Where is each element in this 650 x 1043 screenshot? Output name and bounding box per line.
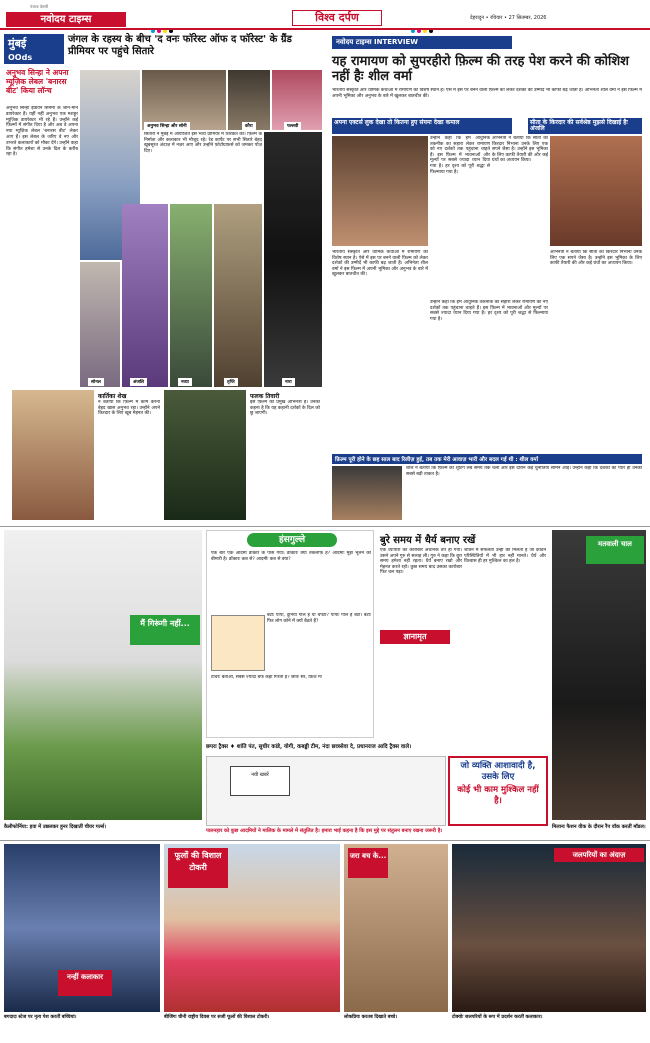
- photo-sonal: [80, 262, 120, 387]
- divider-bottom: [0, 840, 650, 841]
- photo-anjali: [122, 204, 168, 387]
- photo-couple: [228, 70, 270, 130]
- joke-2: बेटाः पापा, दुनिया गोल है या चपटी? पापाः गोल है बेटा। बेटाः फिर लोग कोने में क्यों बैठते हैं?: [267, 613, 371, 624]
- premiere-headline: जंगल के रहस्य के बीच 'द वनः फॉरेस्ट ऑफ द फॉरेस्ट' के ग्रैंड प्रीमियर पर पहुंचे सितारे: [68, 34, 292, 57]
- gyanamrit-box: ज्ञानामृत: [380, 630, 450, 644]
- masthead: [0, 0, 650, 30]
- interview-strip: फ़िल्म पूरी होने के छह साल बाद रिलीज़ हुई, तब तक मेरी आवाज़ भारी और बदल गई थी : शील वर्मा: [332, 454, 642, 464]
- profile-1-body: ने बताया कि फ़िल्म में काम करना बेहद खास अनुभव रहा। उन्होंने अपने किरदार के लिए खूब मेहनत की।: [98, 400, 160, 417]
- dateline: देहरादून • रविवार • 27 सितम्बर, 2026: [470, 15, 547, 21]
- photo-pink: [272, 70, 322, 130]
- joke-3: टीचरः बताओ, सबसे ज्यादा बर्फ कहां गिरती है? छात्रः सर, फ्रिज में!: [211, 675, 323, 680]
- strip-body: शील ने बताया कि फ़िल्म की शूटिंग लंबे समय तक चली और इस दौरान कई चुनौतियां सामने आईं। उन्होंने कहा कि दर्शकों का प्यार ही उनकी सबसे बड़ी ताकत है।: [406, 466, 642, 477]
- caption-anubhav: अनुभव सिन्हा और सोनी: [144, 122, 190, 130]
- caption-anjali: अंजलि: [130, 378, 147, 386]
- mumbai-badge: मुंबई OOds: [4, 34, 64, 64]
- footer-dots-right: [580, 1032, 604, 1043]
- caption-sonal: सोनल: [88, 378, 104, 386]
- quote-box: [448, 756, 548, 826]
- caption-flowers: बीजिंगः चीनी राष्ट्रीय दिवस पर सजी फूलों की विशाल टोकरी।: [164, 1015, 270, 1020]
- nanhi-banner: नन्हीं कलाकार: [58, 970, 112, 996]
- story-interview: [328, 32, 646, 522]
- caption-navya: नव्या: [178, 378, 192, 386]
- photo-cheerleaders: [4, 530, 202, 820]
- photo-fashion: [552, 530, 646, 820]
- side-body: अनुभव सिन्हा इंडियन सिनेमा के जाने-माने डायरेक्टर हैं। यहीं नहीं अनुभव एक मशहूर म्यूज़िक डायरेक्टर भी रहे हैं। उन्होंने कई फ़िल्मों में संगीत दिया है और अब वे अपना नया म्यूज़िक लेबल 'बनारस बीट' लेकर आए हैं। इस लेबल के जरिए वे नए और उभरते कलाकारों को मौका देंगे। उन्होंने कहा कि संगीत हमेशा से उनके दिल के करीब रहा है।: [6, 106, 78, 158]
- side-headline: अनुभव सिन्हा ने अपना म्यूज़िक लेबल 'बनारस बीट' किया लॉन्च: [6, 68, 69, 95]
- divider-mid: [0, 526, 650, 527]
- profile-2-body: इस फ़िल्म की प्रमुख अभिनेत्री हैं। उनका कहना है कि यह कहानी दर्शकों के दिल को छू जाएगी।: [250, 400, 320, 417]
- cartoon-caption: पालनहार को कुछ आदमियों ने मालिक के मामले में संतुलित है। हमारा भाई कहना है कि इस मुद्दे पर संतुलन बनाए रखना जरूरी है।: [206, 828, 443, 834]
- footer-dots-left: [40, 1032, 64, 1043]
- photo-profile-1: [12, 390, 94, 520]
- story-premiere: [4, 32, 324, 387]
- q2-heading: सीता के किरदार की सर्वश्रेष्ठ मुझसे दिखाई हैः अंजलि: [528, 118, 642, 134]
- profiles-row: [4, 390, 324, 522]
- caption-dancers: बगदादः स्टेज पर नृत्य पेश करतीं बच्चियां।: [4, 1015, 77, 1020]
- interview-col-c: भारतीय संस्कृति और धार्मिक कथाओं में रामायण का विशेष स्थान है। ऐसे में इस पर बनने वाली फ़िल्म को लेकर दर्शकों की उम्मीदें भी काफी बढ़ जाती हैं। अभिनेता शील वर्मा ने इस फ़िल्म में अपनी भूमिका और अनुभव के बारे में खुलकर बातचीत की।: [332, 250, 428, 278]
- interview-col-d: उन्होंने कहा कि हम आधुनिक तकनीक का सहारा लेकर रामायण को नए दर्शकों तक पहुंचाना चाहते हैं। इस फ़िल्म में भावनाओं और मूल्यों पर सबसे ज्यादा ध्यान दिया गया है। हर दृश्य को पूरी श्रद्धा से फिल्माया गया है।: [430, 300, 548, 322]
- flowers-banner: फूलों की विशाल टोकरी: [168, 848, 228, 888]
- paper-name: नवोदय टाइम्स: [6, 12, 126, 27]
- photo-sheel-2: [332, 466, 402, 520]
- cartoon-label: नयी खबरें: [230, 766, 290, 796]
- photo-group: [142, 70, 226, 130]
- interview-col-b: अभिनेत्री ने बताया कि सीता का किरदार निभाना उनके लिए एक सपने जैसा है। उन्होंने इस भूमिका के लिए काफी तैयारी की और कई ग्रंथों का अध्ययन किया।: [492, 136, 548, 164]
- humor-box: [206, 530, 374, 738]
- section-title: विश्व दर्पण: [292, 10, 382, 26]
- photo-navya: [170, 204, 212, 387]
- paper-sub: पंजाब केसरी: [30, 4, 49, 9]
- masthead-rule: [0, 28, 650, 30]
- photo-actress-interview: [550, 136, 642, 246]
- caption-pallavi: पल्लवी: [284, 122, 301, 130]
- photo-profile-2: [164, 390, 246, 520]
- interview-col-a: उन्होंने कहा कि हम आधुनिक तकनीक का सहारा लेकर रामायण को नए दर्शकों तक पहुंचाना चाहते हैं। इस फ़िल्म में भावनाओं और मूल्यों पर सबसे ज्यादा ध्यान दिया गया है। हर दृश्य को पूरी श्रद्धा से फिल्माया गया है।: [430, 136, 490, 175]
- patience-heading: बुरे समय में धैर्य बनाए रखें: [380, 535, 476, 546]
- mermaid-banner: जलपरियों का अंदाज़: [554, 848, 644, 862]
- interview-heading: यह रामायण को सुपरहीरो फ़िल्म की तरह पेश करने की कोशिश नहीं हैः शील वर्मा: [332, 54, 630, 84]
- photo-tripti: [214, 204, 262, 387]
- caption-nara: नारा: [282, 378, 295, 386]
- interview-tag: नवोदय टाइम्स INTERVIEW: [332, 36, 512, 49]
- patience-body: एक व्यापारी का कारोबार अचानक ठप हो गया। उसने अपने गुरु से सलाह ली। गुरु ने कहा कि बुरा समय हमेशा नहीं रहता। धैर्य बनाए रखो और मेहनत करते रहो। कुछ समय बाद उसका कारोबार फिर चल पड़ा।: [380, 548, 462, 576]
- cartoon-teacher: [211, 615, 265, 671]
- photo-black-dress: [264, 132, 322, 387]
- q1-heading: अपना एक्टर्स लुक देखा तो कितना हुए संयमः देखा कमाल: [332, 118, 512, 134]
- premiere-body: सितारों ने मुंबई में आयोजित इस भव्य प्रीमियर में शिरकत की। फ़िल्म के निर्माता और कलाकार भी मौजूद रहे। रेड कार्पेट पर सभी सितारे बेहद खूबसूरत अंदाज़ में नज़र आए और उन्होंने फ़ोटोग्राफ़र्स को जमकर पोज़ दिए।: [144, 132, 262, 154]
- caption-kaura: कौरा: [242, 122, 256, 130]
- news-ticker: छपरा ट्रैक्स ♦ शांति पंत, सुधीर कांडे, योगी, कबड्डी टीम, नंदा छात्रसेवा दे, प्रधानराज आदि ट्रैक्स वाले।: [206, 744, 412, 750]
- profile-2-name: फलक तिवारी: [250, 393, 280, 400]
- sports-caption: कैलीफोर्निया: हवा में उछलकर हुनर दिखातीं चीयर गर्ल्स।: [4, 824, 107, 830]
- interview-intro: भारतीय संस्कृति और धार्मिक कथाओं में रामायण का विशेष स्थान है। ऐसे में इस पर बनने वाली फ़िल्म को लेकर दर्शकों की उम्मीदें भी काफी बढ़ जाती हैं। अभिनेता शील वर्मा ने इस फ़िल्म में अपनी भूमिका और अनुभव के बारे में खुलकर बातचीत की।: [332, 88, 642, 99]
- photo-mermaids: [452, 844, 646, 1012]
- patience-story: [378, 530, 548, 738]
- quote-line-2: कोई भी काम मुश्किल नहीं है।: [457, 785, 539, 806]
- photo-sheel-verma: [332, 136, 428, 246]
- sports-banner: मैं गिरूंगी नहीं...: [130, 615, 200, 645]
- humor-title: हंसगुल्ले: [247, 533, 337, 547]
- kids-banner: जरा बच के...: [348, 848, 388, 878]
- patience-body-2: जीवन में सफलता उन्हीं को मिलती है जो कठिन परिस्थितियों में भी हार नहीं मानते। धैर्य और विश्वास ही हर मुश्किल का हल है।: [464, 548, 546, 565]
- joke-1: एक बार एक आदमी डॉक्टर के पास गया। डॉक्टरः क्या तकलीफ़ है? आदमीः मुझे भूलने की बीमारी है। डॉक्टरः कब से? आदमीः कब से क्या?: [211, 551, 371, 562]
- interview-col-e: अभिनेत्री ने बताया कि सीता का किरदार निभाना उनके लिए एक सपने जैसा है। उन्होंने इस भूमिका के लिए काफी तैयारी की और कई ग्रंथों का अध्ययन किया।: [550, 250, 642, 267]
- profile-1-name: कार्तिका शेख: [98, 393, 127, 400]
- caption-mermaids: टोक्योः जलपरियों के रूप में प्रदर्शन करतीं कलाकार।: [452, 1015, 543, 1020]
- fashion-caption: मिलानः फैशन वीक के दौरान रैंप वॉक करतीं मॉडल।: [552, 824, 646, 830]
- quote-line-1: जो व्यक्ति आशावादी है, उसके लिए: [460, 761, 536, 782]
- caption-tripti: तृप्ति: [224, 378, 238, 386]
- fashion-banner: मतवाली चाल: [586, 536, 644, 564]
- caption-kids: लोकप्रियः करतब दिखाते बच्चे।: [344, 1015, 398, 1020]
